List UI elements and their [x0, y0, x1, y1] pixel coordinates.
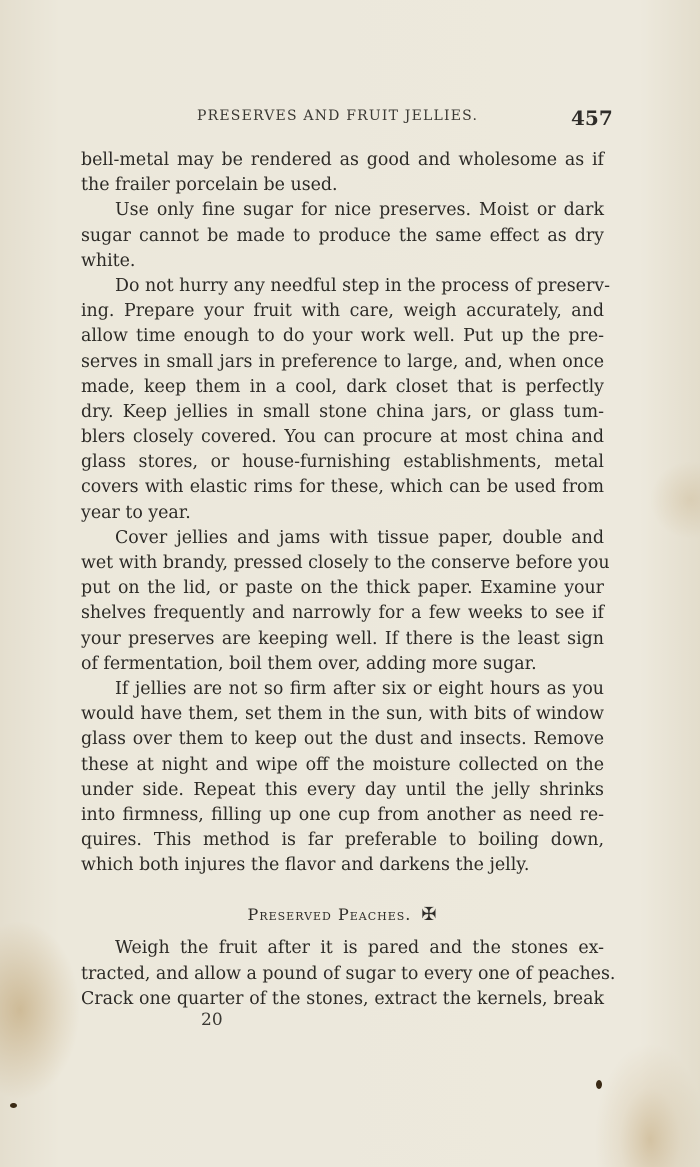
section-heading [81, 900, 604, 930]
text-line: quires. This method is far preferable to boiling down, [81, 830, 604, 851]
text-line: your preserves are keeping well. If there is the least sign [81, 628, 604, 649]
text-line: wet with brandy, pressed closely to the conserve before you [81, 553, 610, 573]
text-line: sugar cannot be made to produce the same effect as dry [81, 225, 604, 246]
running-head-title: PRESERVES AND FRUIT JELLIES. [197, 108, 479, 124]
paragraphs-container [81, 148, 610, 878]
text-line: put on the lid, or paste on the thick paper. Examine your [81, 578, 604, 599]
text-line: of fermentation, boil them over, adding more sugar. [81, 653, 537, 674]
paragraph [81, 148, 604, 198]
paragraph [81, 526, 610, 677]
section-heading-text: Preserved Peaches. [247, 905, 412, 925]
text-line: covers with elastic rims for these, which can be used from [81, 477, 604, 498]
section-paragraphs-container [81, 936, 616, 1012]
text-line: the frailer porcelain be used. [81, 175, 338, 196]
signature-mark: 20 [201, 1010, 223, 1030]
text-line: allow time enough to do your work well. Put up the pre- [81, 326, 604, 347]
text-line: which both injures the flavor and darkens the jelly. [81, 855, 530, 876]
text-line: glass stores, or house-furnishing establishments, metal [81, 452, 604, 473]
text-line: Cover jellies and jams with tissue paper, double and [115, 527, 604, 548]
paragraph [81, 274, 610, 526]
text-line: year to year. [81, 502, 191, 523]
cross-ornament-icon: ✠ [421, 904, 438, 926]
text-line: Weigh the fruit after it is pared and the stones ex- [115, 938, 604, 959]
text-line: made, keep them in a cool, dark closet that is perfectly [81, 376, 604, 397]
ink-speck [596, 1080, 602, 1089]
text-line: shelves frequently and narrowly for a few weeks to see if [81, 603, 604, 624]
text-line: Do not hurry any needful step in the process of preserv- [115, 275, 610, 296]
text-line: If jellies are not so firm after six or eight hours as you [115, 678, 604, 699]
page-number: 457 [571, 106, 613, 130]
text-line: glass over them to keep out the dust and insects. Remove [81, 729, 604, 750]
text-line: white. [81, 250, 136, 271]
paragraph [81, 936, 616, 1012]
text-line: Use only fine sugar for nice preserves. Moist or dark [115, 200, 604, 221]
text-line: ing. Prepare your fruit with care, weigh accurately, and [81, 301, 604, 322]
text-line: bell-metal may be rendered as good and wholesome as if [81, 150, 604, 170]
text-line: these at night and wipe off the moisture collected on the [81, 754, 604, 775]
text-line: would have them, set them in the sun, with bits of window [81, 704, 604, 725]
paragraph [81, 677, 604, 879]
text-line: Crack one quarter of the stones, extract the kernels, break [81, 988, 604, 1009]
text-line: tracted, and allow a pound of sugar to every one of peaches. [81, 963, 616, 984]
text-line: blers closely covered. You can procure at most china and [81, 427, 604, 448]
paragraph [81, 198, 604, 274]
text-line: serves in small jars in preference to large, and, when once [81, 351, 604, 372]
text-line: under side. Repeat this every day until the jelly shrinks [81, 779, 604, 800]
text-line: dry. Keep jellies in small stone china jars, or glass tum- [81, 401, 604, 422]
ink-speck [10, 1103, 17, 1108]
body-text [81, 148, 616, 1012]
text-line: into firmness, filling up one cup from another as need re- [81, 804, 604, 825]
